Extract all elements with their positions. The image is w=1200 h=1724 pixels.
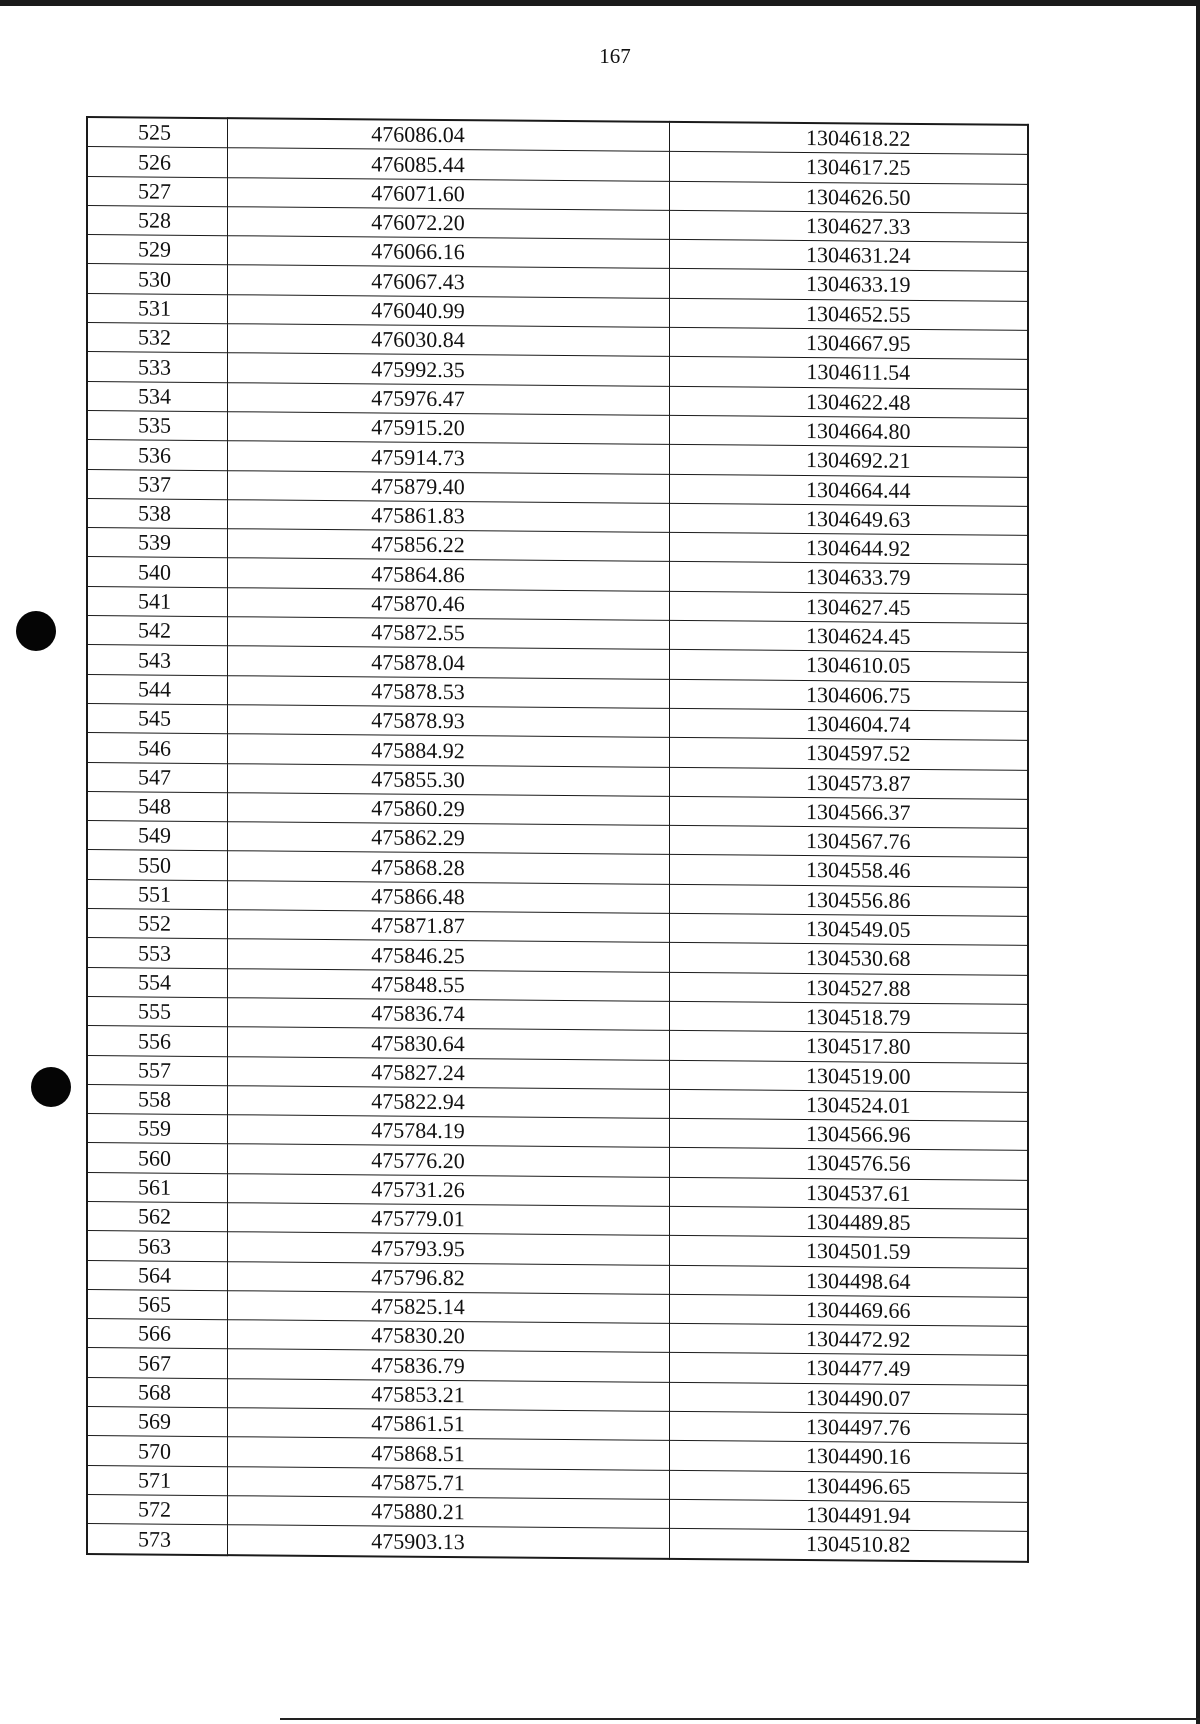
- point-number-cell: 573: [87, 1524, 227, 1555]
- y-coordinate-cell: 1304524.01: [669, 1089, 1028, 1121]
- point-number-cell: 526: [87, 147, 227, 177]
- page-number: 167: [599, 44, 631, 68]
- y-coordinate-cell: 1304566.37: [669, 796, 1028, 828]
- coordinate-table: [86, 116, 1029, 1562]
- x-coordinate-cell: 476085.44: [227, 148, 669, 181]
- point-number-cell: 535: [87, 410, 227, 440]
- y-coordinate-cell: 1304617.25: [669, 152, 1028, 184]
- point-number-cell: 550: [87, 850, 227, 880]
- y-coordinate-cell: 1304497.76: [669, 1411, 1028, 1443]
- y-coordinate-cell: 1304489.85: [669, 1206, 1028, 1238]
- y-coordinate-cell: 1304518.79: [669, 1001, 1028, 1033]
- point-number-cell: 545: [87, 703, 227, 733]
- y-coordinate-cell: 1304622.48: [669, 386, 1028, 418]
- y-coordinate-cell: 1304527.88: [669, 972, 1028, 1004]
- x-coordinate-cell: 475880.21: [227, 1496, 669, 1529]
- x-coordinate-cell: 476040.99: [227, 294, 669, 327]
- x-coordinate-cell: 475879.40: [227, 470, 669, 503]
- y-coordinate-cell: 1304664.80: [669, 415, 1028, 447]
- point-number-cell: 567: [87, 1348, 227, 1378]
- y-coordinate-cell: 1304631.24: [669, 240, 1028, 272]
- x-coordinate-cell: 475825.14: [227, 1291, 669, 1324]
- point-number-cell: 558: [87, 1084, 227, 1114]
- point-number-cell: 525: [87, 117, 227, 148]
- point-number-cell: 548: [87, 791, 227, 821]
- y-coordinate-cell: 1304610.05: [669, 650, 1028, 682]
- point-number-cell: 570: [87, 1436, 227, 1466]
- y-coordinate-cell: 1304490.16: [669, 1441, 1028, 1473]
- x-coordinate-cell: 476086.04: [227, 118, 669, 151]
- coordinate-table-wrapper: [86, 116, 1029, 1562]
- x-coordinate-cell: 475855.30: [227, 763, 669, 796]
- y-coordinate-cell: 1304567.76: [669, 826, 1028, 858]
- y-coordinate-cell: 1304490.07: [669, 1382, 1028, 1414]
- y-coordinate-cell: 1304604.74: [669, 708, 1028, 740]
- point-number-cell: 553: [87, 938, 227, 968]
- point-number-cell: 561: [87, 1172, 227, 1202]
- scan-edge-top: [0, 0, 1200, 6]
- x-coordinate-cell: 476067.43: [227, 265, 669, 298]
- y-coordinate-cell: 1304692.21: [669, 445, 1028, 477]
- y-coordinate-cell: 1304496.65: [669, 1470, 1028, 1502]
- y-coordinate-cell: 1304652.55: [669, 298, 1028, 330]
- y-coordinate-cell: 1304627.45: [669, 591, 1028, 623]
- point-number-cell: 555: [87, 996, 227, 1026]
- x-coordinate-cell: 475822.94: [227, 1085, 669, 1118]
- x-coordinate-cell: 475830.64: [227, 1027, 669, 1060]
- x-coordinate-cell: 475848.55: [227, 968, 669, 1001]
- x-coordinate-cell: 475846.25: [227, 939, 669, 972]
- point-number-cell: 551: [87, 879, 227, 909]
- y-coordinate-cell: 1304510.82: [669, 1529, 1028, 1562]
- y-coordinate-cell: 1304618.22: [669, 122, 1028, 155]
- punch-hole-mark: [31, 1067, 71, 1107]
- x-coordinate-cell: 475861.83: [227, 500, 669, 533]
- x-coordinate-cell: 475868.51: [227, 1437, 669, 1470]
- x-coordinate-cell: 475827.24: [227, 1056, 669, 1089]
- punch-hole-mark: [16, 611, 56, 651]
- x-coordinate-cell: 475914.73: [227, 441, 669, 474]
- y-coordinate-cell: 1304566.96: [669, 1118, 1028, 1150]
- point-number-cell: 565: [87, 1289, 227, 1319]
- point-number-cell: 546: [87, 733, 227, 763]
- point-number-cell: 571: [87, 1465, 227, 1495]
- x-coordinate-cell: 475860.29: [227, 793, 669, 826]
- x-coordinate-cell: 475871.87: [227, 910, 669, 943]
- x-coordinate-cell: 475868.28: [227, 851, 669, 884]
- x-coordinate-cell: 475878.04: [227, 646, 669, 679]
- x-coordinate-cell: 475903.13: [227, 1525, 669, 1558]
- point-number-cell: 543: [87, 645, 227, 675]
- x-coordinate-cell: 475793.95: [227, 1232, 669, 1265]
- point-number-cell: 536: [87, 440, 227, 470]
- x-coordinate-cell: 475878.53: [227, 675, 669, 708]
- x-coordinate-cell: 476066.16: [227, 236, 669, 269]
- x-coordinate-cell: 475870.46: [227, 587, 669, 620]
- y-coordinate-cell: 1304491.94: [669, 1499, 1028, 1531]
- point-number-cell: 557: [87, 1055, 227, 1085]
- y-coordinate-cell: 1304627.33: [669, 210, 1028, 242]
- scan-edge-right: [1196, 0, 1200, 1724]
- x-coordinate-cell: 476072.20: [227, 207, 669, 240]
- point-number-cell: 534: [87, 381, 227, 411]
- x-coordinate-cell: 475853.21: [227, 1378, 669, 1411]
- x-coordinate-cell: 475992.35: [227, 353, 669, 386]
- y-coordinate-cell: 1304469.66: [669, 1294, 1028, 1326]
- point-number-cell: 552: [87, 909, 227, 939]
- point-number-cell: 569: [87, 1407, 227, 1437]
- x-coordinate-cell: 475864.86: [227, 558, 669, 591]
- x-coordinate-cell: 475875.71: [227, 1466, 669, 1499]
- x-coordinate-cell: 475862.29: [227, 822, 669, 855]
- point-number-cell: 531: [87, 293, 227, 323]
- point-number-cell: 564: [87, 1260, 227, 1290]
- point-number-cell: 560: [87, 1143, 227, 1173]
- point-number-cell: 527: [87, 176, 227, 206]
- point-number-cell: 541: [87, 586, 227, 616]
- point-number-cell: 533: [87, 352, 227, 382]
- y-coordinate-cell: 1304597.52: [669, 738, 1028, 770]
- y-coordinate-cell: 1304644.92: [669, 533, 1028, 565]
- point-number-cell: 572: [87, 1494, 227, 1524]
- x-coordinate-cell: 475784.19: [227, 1115, 669, 1148]
- y-coordinate-cell: 1304517.80: [669, 1031, 1028, 1063]
- y-coordinate-cell: 1304501.59: [669, 1236, 1028, 1268]
- x-coordinate-cell: 475776.20: [227, 1144, 669, 1177]
- scan-edge-bottom: [280, 1718, 1200, 1720]
- x-coordinate-cell: 475796.82: [227, 1261, 669, 1294]
- x-coordinate-cell: 475872.55: [227, 617, 669, 650]
- x-coordinate-cell: 475878.93: [227, 705, 669, 738]
- y-coordinate-cell: 1304611.54: [669, 357, 1028, 389]
- point-number-cell: 547: [87, 762, 227, 792]
- x-coordinate-cell: 475830.20: [227, 1320, 669, 1353]
- point-number-cell: 566: [87, 1319, 227, 1349]
- y-coordinate-cell: 1304633.79: [669, 562, 1028, 594]
- point-number-cell: 542: [87, 616, 227, 646]
- x-coordinate-cell: 475861.51: [227, 1408, 669, 1441]
- y-coordinate-cell: 1304556.86: [669, 884, 1028, 916]
- point-number-cell: 563: [87, 1231, 227, 1261]
- x-coordinate-cell: 475731.26: [227, 1173, 669, 1206]
- point-number-cell: 537: [87, 469, 227, 499]
- y-coordinate-cell: 1304606.75: [669, 679, 1028, 711]
- point-number-cell: 568: [87, 1377, 227, 1407]
- point-number-cell: 549: [87, 821, 227, 851]
- x-coordinate-cell: 476030.84: [227, 324, 669, 357]
- y-coordinate-cell: 1304472.92: [669, 1324, 1028, 1356]
- y-coordinate-cell: 1304558.46: [669, 855, 1028, 887]
- y-coordinate-cell: 1304519.00: [669, 1060, 1028, 1092]
- x-coordinate-cell: 475836.74: [227, 998, 669, 1031]
- y-coordinate-cell: 1304667.95: [669, 327, 1028, 359]
- point-number-cell: 529: [87, 235, 227, 265]
- point-number-cell: 532: [87, 323, 227, 353]
- x-coordinate-cell: 475779.01: [227, 1203, 669, 1236]
- y-coordinate-cell: 1304649.63: [669, 503, 1028, 535]
- point-number-cell: 562: [87, 1201, 227, 1231]
- y-coordinate-cell: 1304633.19: [669, 269, 1028, 301]
- point-number-cell: 538: [87, 498, 227, 528]
- y-coordinate-cell: 1304477.49: [669, 1353, 1028, 1385]
- x-coordinate-cell: 475915.20: [227, 412, 669, 445]
- y-coordinate-cell: 1304537.61: [669, 1177, 1028, 1209]
- x-coordinate-cell: 475836.79: [227, 1349, 669, 1382]
- coordinate-table-body: [87, 117, 1028, 1561]
- y-coordinate-cell: 1304626.50: [669, 181, 1028, 213]
- y-coordinate-cell: 1304576.56: [669, 1148, 1028, 1180]
- point-number-cell: 544: [87, 674, 227, 704]
- point-number-cell: 528: [87, 205, 227, 235]
- point-number-cell: 559: [87, 1114, 227, 1144]
- x-coordinate-cell: 475976.47: [227, 382, 669, 415]
- point-number-cell: 556: [87, 1026, 227, 1056]
- x-coordinate-cell: 476071.60: [227, 177, 669, 210]
- y-coordinate-cell: 1304530.68: [669, 943, 1028, 975]
- y-coordinate-cell: 1304664.44: [669, 474, 1028, 506]
- x-coordinate-cell: 475856.22: [227, 529, 669, 562]
- y-coordinate-cell: 1304549.05: [669, 913, 1028, 945]
- y-coordinate-cell: 1304498.64: [669, 1265, 1028, 1297]
- x-coordinate-cell: 475884.92: [227, 734, 669, 767]
- point-number-cell: 530: [87, 264, 227, 294]
- point-number-cell: 554: [87, 967, 227, 997]
- y-coordinate-cell: 1304624.45: [669, 620, 1028, 652]
- point-number-cell: 539: [87, 528, 227, 558]
- point-number-cell: 540: [87, 557, 227, 587]
- x-coordinate-cell: 475866.48: [227, 880, 669, 913]
- y-coordinate-cell: 1304573.87: [669, 767, 1028, 799]
